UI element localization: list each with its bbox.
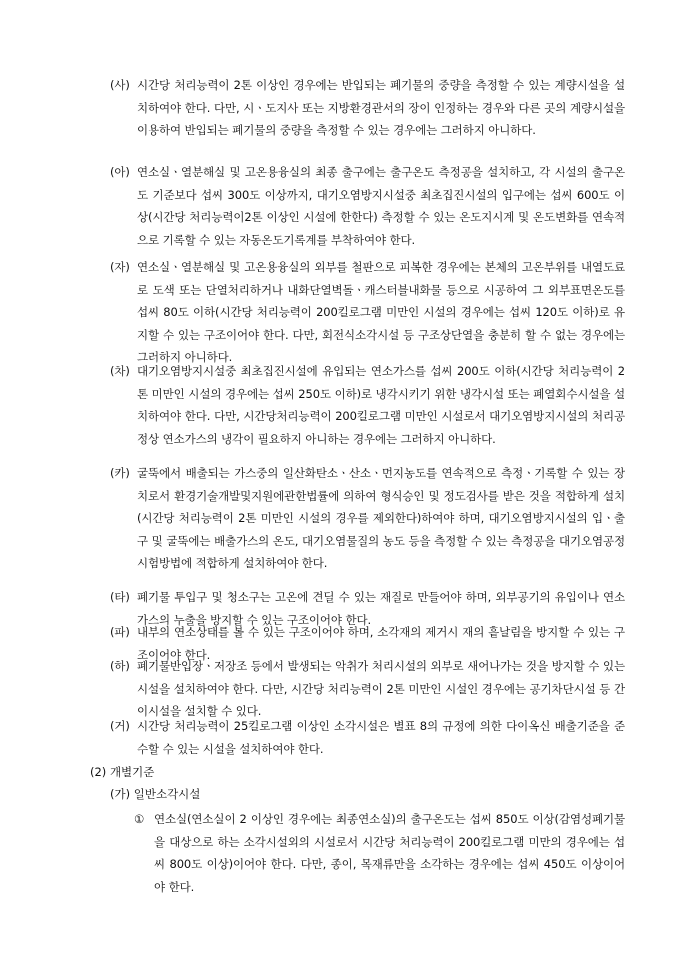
list-item <box>110 161 625 251</box>
item-text: 폐기물반입장ㆍ저장조 등에서 발생되는 악취가 처리시설의 외부로 새어나가는 것을 방지할 수 있는 시설을 설치하여야 한다. 다만, 시간당 처리능력이 2톤 미만인 시설인 경우에는 공기차단시설 등 간이시설을 설치할 수 있다. <box>137 659 625 718</box>
list-item <box>110 256 625 369</box>
item-text: 굴뚝에서 배출되는 가스중의 일산화탄소ㆍ산소ㆍ먼지농도를 연속적으로 측정ㆍ기록할 수 있는 장치로서 환경기술개발및지원에관한법률에 의하여 형식승인 및 정도검사를 받은 것을 적합하게 설치(시간당 처리능력이 2톤 미만인 시설의 경우를 제외한다)하여야 하며, 대기오염방지시설의 입ㆍ출구 및 굴뚝에는 배출가스의 온도, 대기오염물질의 농도 등을 측정할 수 있는 측정공을 대기오염공정시험방법에 적합하게 설치하여야 한다. <box>137 466 625 570</box>
list-item <box>110 715 625 760</box>
item-label: ① <box>134 812 145 826</box>
item-label: (사) <box>110 78 130 92</box>
list-item <box>110 74 625 142</box>
list-item <box>110 655 625 723</box>
item-text: 연소실ㆍ열분해실 및 고온용융실의 외부를 철판으로 피복한 경우에는 본체의 고온부위를 내열도료로 도색 또는 단열처리하거나 내화단열벽돌ㆍ캐스터블내화물 등으로 시공하여 그 외부표면온도를 섭씨 80도 이하(시간당 처리능력이 200킬로그램 미만인 시설의 경우에는 섭씨 120도 이하)로 유지할 수 있는 구조이어야 한다. 다만, 회전식소각시설 등 구조상단열을 충분히 할 수 없는 경우에는 그러하지 아니하다. <box>137 260 625 364</box>
item-label: (타) <box>110 590 130 604</box>
item-text: 시간당 처리능력이 25킬로그램 이상인 소각시설은 별표 8의 규정에 의한 다이옥신 배출기준을 준수할 수 있는 시설을 설치하여야 한다. <box>137 719 625 756</box>
section-heading: (2) 개별기준 <box>90 765 155 779</box>
item-text: 시간당 처리능력이 2톤 이상인 경우에는 반입되는 폐기물의 중량을 측정할 수 있는 계량시설을 설치하여야 한다. 다만, 시ㆍ도지사 또는 지방환경관서의 장이 인정하는 경우와 다른 곳의 계량시설을 이용하여 반입되는 폐기물의 중량을 측정할 수 있는 경우에는 그러하지 아니하다. <box>137 78 625 137</box>
item-label: (하) <box>110 659 130 673</box>
item-label: (파) <box>110 625 130 639</box>
item-text: 연소실(연소실이 2 이상인 경우에는 최종연소실)의 출구온도는 섭씨 850도 이상(감염성폐기물을 대상으로 하는 소각시설외의 시설로서 시간당 처리능력이 200킬로그램 미만의 경우에는 섭씨 800도 이상)이어야 한다. 다만, 종이, 목재류만을 소각하는 경우에는 섭씨 450도 이상이어야 한다. <box>154 812 625 894</box>
item-label: (차) <box>110 364 130 378</box>
list-item <box>134 808 625 898</box>
subsection-heading: (가) 일반소각시설 <box>110 787 201 801</box>
item-text: 대기오염방지시설중 최초집진시설에 유입되는 연소가스를 섭씨 200도 이하(시간당 처리능력이 2톤 미만인 시설의 경우에는 섭씨 250도 이하)로 냉각시키기 위한 냉각시설 또는 폐열회수시설을 설치하여야 한다. 다만, 시간당처리능력이 200킬로그램 미만인 시설로서 대기오염방지시설의 처리공정상 연소가스의 냉각이 필요하지 아니하는 경우에는 그러하지 아니하다. <box>137 364 625 446</box>
item-label: (거) <box>110 719 130 733</box>
item-label: (아) <box>110 165 130 179</box>
item-text: 연소실ㆍ열분해실 및 고온용융실의 최종 출구에는 출구온도 측정공을 설치하고, 각 시설의 출구온도 기준보다 섭씨 300도 이상까지, 대기오염방지시설중 최초집진시설의 입구에는 섭씨 600도 이상(시간당 처리능력이2톤 이상인 시설에 한한다) 측정할 수 있는 온도지시계 및 온도변화를 연속적으로 기록할 수 있는 자동온도기록계를 부착하여야 한다. <box>137 165 625 247</box>
list-item <box>110 462 625 575</box>
item-text: 내부의 연소상태를 볼 수 있는 구조이어야 하며, 소각재의 제거시 재의 흩날림을 방지할 수 있는 구조이어야 한다. <box>137 625 625 662</box>
item-label: (카) <box>110 466 130 480</box>
item-label: (자) <box>110 260 130 274</box>
list-item <box>110 360 625 450</box>
item-text: 폐기물 투입구 및 청소구는 고온에 견딜 수 있는 재질로 만들어야 하며, 외부공기의 유입이나 연소가스의 누출을 방지할 수 있는 구조이어야 한다. <box>137 590 625 627</box>
